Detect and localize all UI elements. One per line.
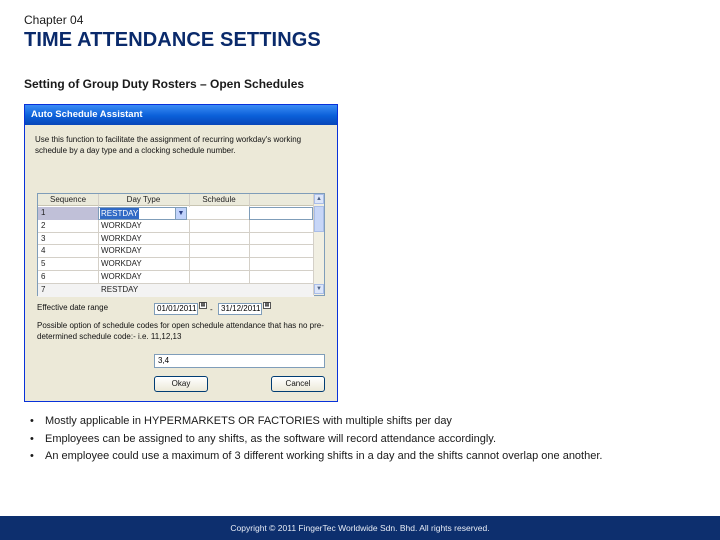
chapter-label: Chapter 04 bbox=[24, 13, 84, 27]
effective-date-label: Effective date range bbox=[37, 303, 109, 312]
column-header-schedule[interactable]: Schedule bbox=[202, 195, 236, 204]
table-row[interactable] bbox=[38, 245, 314, 258]
dialog-title: Auto Schedule Assistant bbox=[31, 109, 143, 120]
grid-header bbox=[38, 194, 314, 206]
cell-day-type[interactable]: WORKDAY bbox=[101, 259, 142, 269]
bullet-text: An employee could use a maximum of 3 different working shifts in a day and the shifts cannot overlap one another. bbox=[45, 450, 603, 462]
dialog-titlebar[interactable] bbox=[25, 105, 337, 125]
cell-day-type[interactable]: WORKDAY bbox=[101, 246, 142, 256]
day-type-dropdown[interactable] bbox=[98, 207, 187, 220]
cell-day-type[interactable]: WORKDAY bbox=[101, 272, 142, 281]
bullet-marker: • bbox=[30, 432, 34, 445]
calendar-icon[interactable]: ▦ bbox=[264, 302, 270, 308]
footer-bar bbox=[0, 516, 720, 540]
day-type-selected-value: RESTDAY bbox=[101, 209, 139, 218]
cell-day-type[interactable]: WORKDAY bbox=[101, 233, 142, 243]
dialog-description: Use this function to facilitate the assignment of recurring workday's working schedule by a day type and a clocking schedule number. bbox=[35, 135, 302, 155]
cell-sequence: 3 bbox=[41, 233, 46, 243]
okay-button[interactable]: Okay bbox=[154, 376, 208, 392]
bullet-list bbox=[30, 413, 710, 466]
chevron-up-icon[interactable]: ▲ bbox=[314, 194, 324, 204]
schedule-grid bbox=[37, 193, 325, 296]
cell-sequence: 2 bbox=[41, 220, 46, 230]
schedule-input[interactable] bbox=[249, 207, 313, 220]
cell-sequence: 1 bbox=[41, 208, 46, 217]
grid-scrollbar[interactable] bbox=[313, 194, 324, 295]
schedule-codes-label: Possible option of schedule codes for open schedule attendance that has no pre-determined schedule code:- i.e. 11,12,13 bbox=[37, 321, 324, 341]
date-from-input[interactable]: 01/01/2011 bbox=[154, 303, 198, 315]
copyright-text: Copyright © 2011 FingerTec Worldwide Sdn. Bhd. All rights reserved. bbox=[230, 523, 490, 533]
section-subtitle: Setting of Group Duty Rosters – Open Schedules bbox=[24, 77, 305, 91]
chevron-down-icon[interactable]: ▼ bbox=[175, 208, 186, 219]
column-header-sequence[interactable]: Sequence bbox=[49, 195, 87, 204]
cell-sequence: 5 bbox=[41, 259, 46, 269]
cell-sequence: 7 bbox=[41, 284, 46, 294]
table-row[interactable] bbox=[38, 220, 314, 233]
column-header-day-type[interactable]: Day Type bbox=[126, 195, 161, 204]
list-item bbox=[30, 448, 710, 466]
chevron-down-icon[interactable]: ▼ bbox=[314, 284, 324, 294]
schedule-codes-input[interactable]: 3,4 bbox=[154, 354, 325, 368]
date-separator: - bbox=[210, 305, 213, 314]
bullet-marker: • bbox=[30, 450, 34, 462]
bullet-text: Employees can be assigned to any shifts, as the software will record attendance accordingly. bbox=[45, 432, 497, 445]
cell-day-type[interactable]: RESTDAY bbox=[101, 284, 139, 294]
calendar-icon[interactable]: ▦ bbox=[200, 302, 206, 308]
bullet-marker: • bbox=[30, 415, 34, 427]
table-row[interactable] bbox=[38, 284, 314, 297]
cell-day-type[interactable]: WORKDAY bbox=[101, 220, 142, 230]
table-row[interactable] bbox=[38, 207, 314, 220]
scrollbar-thumb[interactable] bbox=[314, 206, 324, 232]
list-item bbox=[30, 413, 710, 431]
table-row[interactable] bbox=[38, 271, 314, 284]
table-row[interactable] bbox=[38, 233, 314, 246]
cell-sequence: 6 bbox=[41, 272, 46, 281]
page-title: TIME ATTENDANCE SETTINGS bbox=[24, 29, 321, 51]
list-item bbox=[30, 431, 710, 449]
table-row[interactable] bbox=[38, 258, 314, 271]
row-selection-highlight bbox=[38, 207, 98, 220]
auto-schedule-dialog bbox=[24, 104, 338, 402]
cancel-button[interactable]: Cancel bbox=[271, 376, 325, 392]
bullet-text: Mostly applicable in HYPERMARKETS OR FACTORIES with multiple shifts per day bbox=[45, 415, 452, 427]
date-to-input[interactable]: 31/12/2011 bbox=[218, 303, 262, 315]
cell-sequence: 4 bbox=[41, 246, 46, 256]
